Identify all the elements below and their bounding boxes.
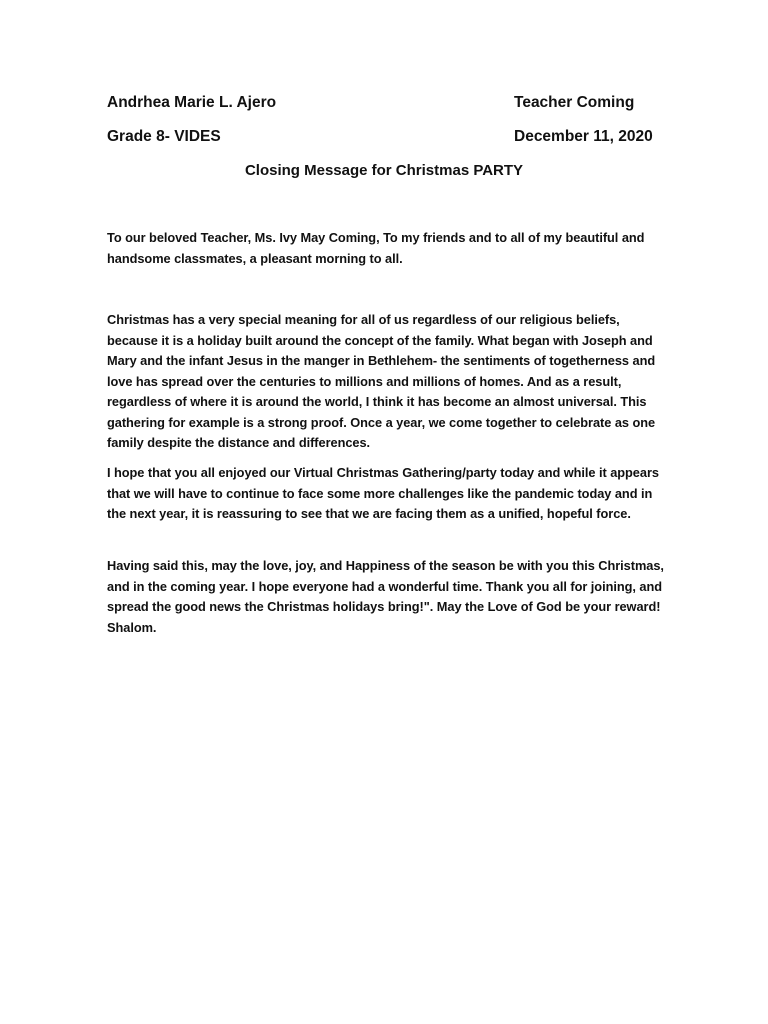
body-paragraph-3: Having said this, may the love, joy, and Happiness of the season be with you this Christmas, and in the coming year. I hope everyone had a wonderful time. Thank you all for joining, and spread the good news the Christmas holidays bring!". May the Love of God be your reward! Shalom. [107,558,664,635]
document-title: Closing Message for Christmas PARTY [244,162,524,179]
teacher-name: Teacher Coming [514,94,635,111]
grade-section: Grade 8- VIDES [107,128,221,145]
greeting-paragraph: To our beloved Teacher, Ms. Ivy May Coming, To my friends and to all of my beautiful and handsome classmates, a pleasant morning to all. [107,230,645,266]
body-paragraph-1: Christmas has a very special meaning for all of us regardless of our religious beliefs, because it is a holiday built around the concept of the family. What began with Joseph and Mary and the infant Jesus in the manger in Bethlehem- the sentiments of togetherness and love has spread over the centuries to millions and millions of homes. And as a result, regardless of where it is around the world, I think it has become an almost universal. This gathering for example is a strong proof. Once a year, we come together to celebrate as one family despite the distance and differences. [107,312,656,450]
document-date: December 11, 2020 [514,128,653,145]
student-name: Andrhea Marie L. Ajero [107,94,277,111]
body-paragraph-2: I hope that you all enjoyed our Virtual Christmas Gathering/party today and while it appears that we will have to continue to face some more challenges like the pandemic today and in the next year, it is reassuring to see that we are facing them as a unified, hopeful force. [107,465,659,521]
